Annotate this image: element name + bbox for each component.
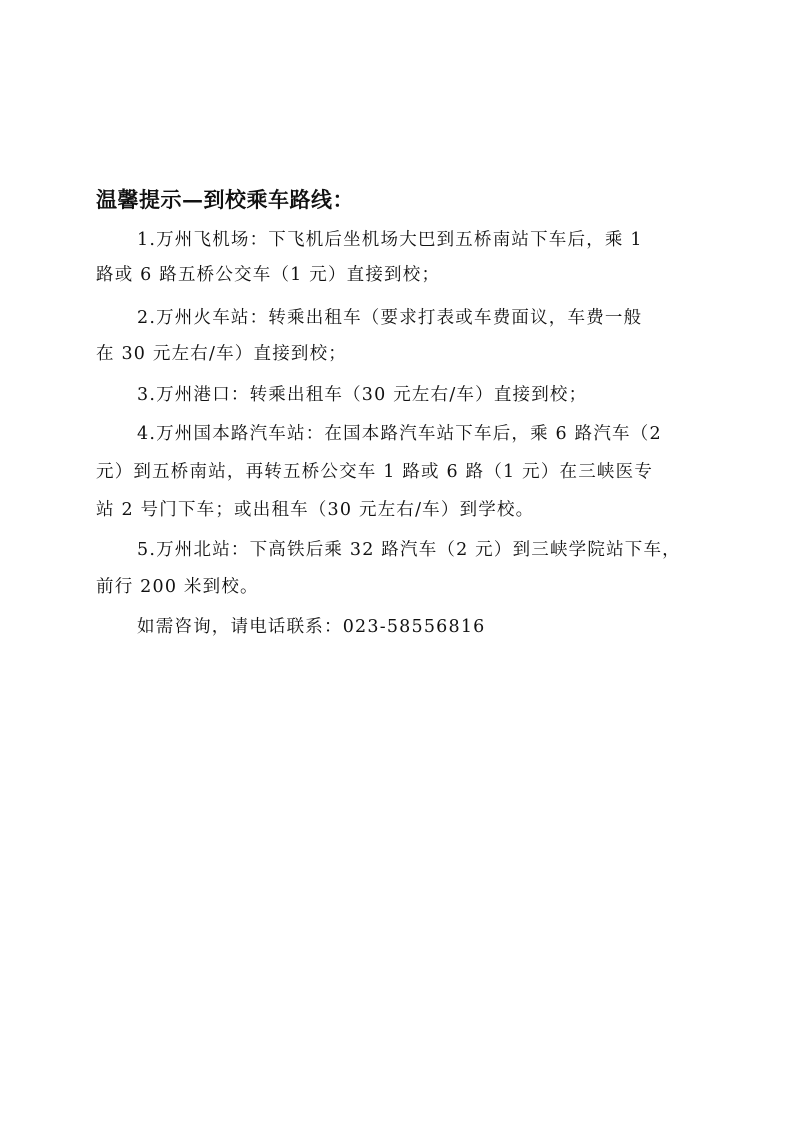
route-2-line-1: 2.万州火车站：转乘出租车（要求打表或车费面议，车费一般 bbox=[137, 308, 643, 328]
route-4-line-1: 4.万州国本路汽车站：在国本路汽车站下车后，乘 6 路汽车（2 bbox=[137, 424, 662, 444]
route-1-line-1: 1.万州飞机场：下飞机后坐机场大巴到五桥南站下车后，乘 1 bbox=[137, 230, 643, 250]
contact-line: 如需咨询，请电话联系：023-58556816 bbox=[137, 617, 486, 637]
route-1-line-2: 路或 6 路五桥公交车（1 元）直接到校； bbox=[96, 265, 441, 285]
route-2-line-2: 在 30 元左右/车）直接到校； bbox=[96, 344, 347, 364]
route-3-line-1: 3.万州港口：转乘出租车（30 元左右/车）直接到校； bbox=[137, 385, 588, 405]
route-5-line-2: 前行 200 米到校。 bbox=[96, 577, 259, 597]
route-4-line-3: 站 2 号门下车；或出租车（30 元左右/车）到学校。 bbox=[96, 500, 535, 520]
route-4-line-2: 元）到五桥南站，再转五桥公交车 1 路或 6 路（1 元）在三峡医专 bbox=[96, 462, 654, 482]
route-5-line-1: 5.万州北站：下高铁后乘 32 路汽车（2 元）到三峡学院站下车， bbox=[137, 540, 681, 560]
document-title: 温馨提示—到校乘车路线： bbox=[96, 187, 354, 212]
